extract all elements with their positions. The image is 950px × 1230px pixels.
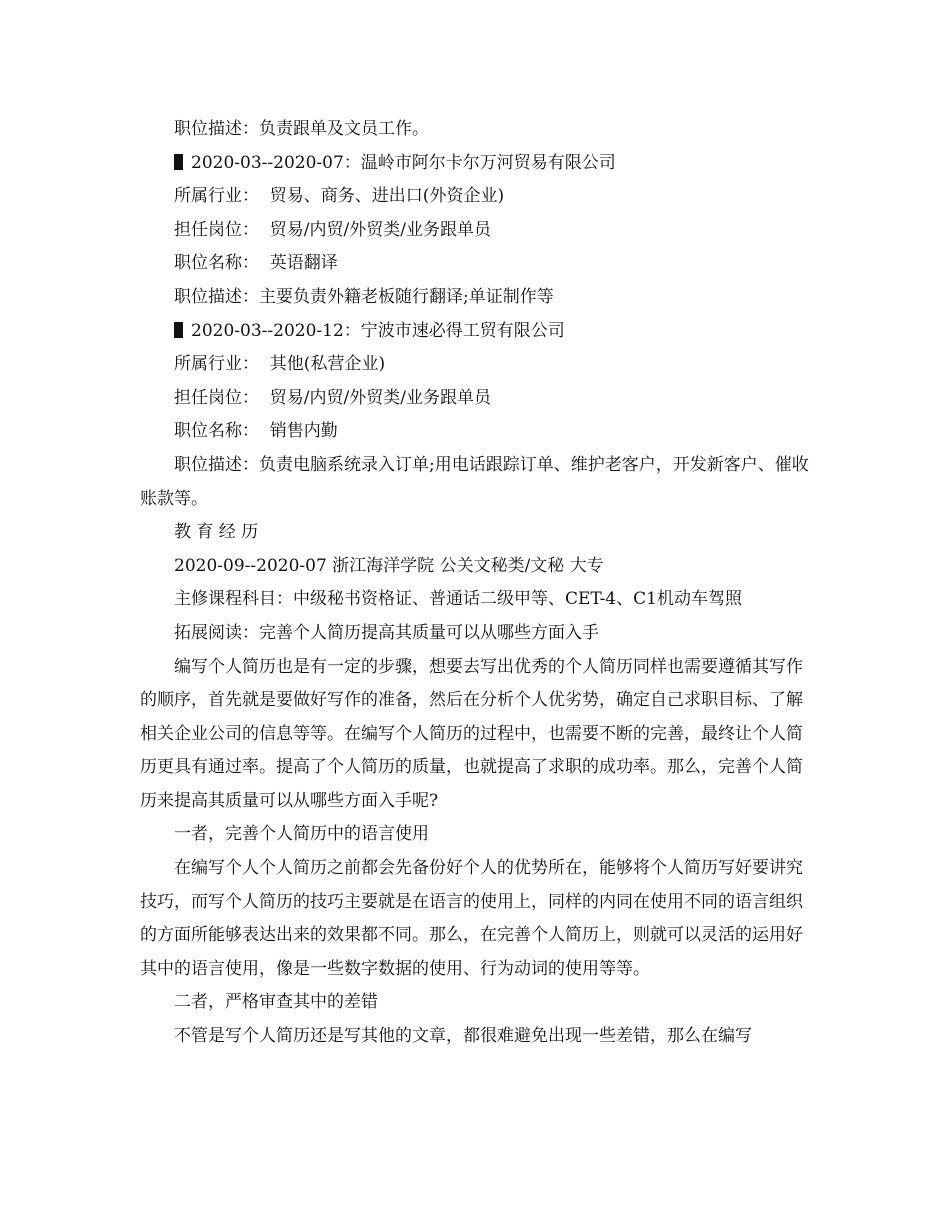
industry-line: 所属行业： 贸易、商务、进出口(外资企业)	[174, 186, 505, 207]
job-description-paragraph: 职位描述：负责电脑系统录入订单;用电话跟踪订单、维护老客户，开发新客户、催收账款等。	[140, 454, 809, 509]
position-line: 担任岗位： 贸易/内贸/外贸类/业务跟单员	[174, 219, 491, 240]
work-entry-heading	[140, 315, 812, 349]
body-paragraph: 不管是写个人简历还是写其他的文章，都很难避免出现一些差错，那么在编写	[174, 1026, 752, 1047]
body-paragraph: 在编写个人个人简历之前都会先备份好个人的优势所在，能够将个人简历写好要讲究技巧，而写个人简历的技巧主要就是在语言的使用上，同样的内同在使用不同的语言组织的方面所能够表达出来的效果都不同。那么，在完善个人简历上，则就可以灵活的运用好其中的语言使用，像是一些数字数据的使用、行为动词的使用等等。	[140, 858, 803, 979]
work-entry-title: 2020-03--2020-12：宁波市速必得工贸有限公司	[191, 320, 565, 341]
education-heading: 教 育 经 历	[174, 522, 259, 543]
bullet-marker-icon	[174, 154, 183, 170]
work-entry-title: 2020-03--2020-07：温岭市阿尔卡尔万河贸易有限公司	[191, 152, 616, 173]
job-title-line: 职位名称： 销售内勤	[174, 421, 338, 442]
courses-line: 主修课程科目：中级秘书资格证、普通话二级甲等、CET-4、C1机动车驾照	[174, 589, 742, 610]
section-heading: 二者，严格审查其中的差错	[174, 992, 378, 1013]
section-heading: 一者，完善个人简历中的语言使用	[174, 824, 429, 845]
job-title-line: 职位名称： 英语翻译	[174, 253, 338, 274]
body-paragraph: 编写个人简历也是有一定的步骤，想要去写出优秀的个人简历同样也需要遵循其写作的顺序，首先就是要做好写作的准备，然后在分析个人优劣势，确定自己求职目标、了解相关企业公司的信息等等。在编写个人简历的过程中，也需要不断的完善，最终让个人简历更具有通过率。提高了个人简历的质量，也就提高了求职的成功率。那么，完善个人简历来提高其质量可以从哪些方面入手呢?	[140, 656, 803, 811]
education-entry: 2020-09--2020-07 浙江海洋学院 公关文秘类/文秘 大专	[174, 555, 604, 576]
position-line: 担任岗位： 贸易/内贸/外贸类/业务跟单员	[174, 387, 491, 408]
work-entry-heading	[140, 147, 812, 181]
industry-line: 所属行业： 其他(私营企业)	[174, 354, 386, 375]
bullet-marker-icon	[174, 322, 183, 338]
extended-reading-title: 拓展阅读：完善个人简历提高其质量可以从哪些方面入手	[174, 622, 599, 643]
document-body	[140, 113, 812, 1054]
job-description-line: 职位描述：负责跟单及文员工作。	[174, 119, 429, 139]
job-description-line: 职位描述：主要负责外籍老板随行翻译;单证制作等	[174, 286, 554, 307]
